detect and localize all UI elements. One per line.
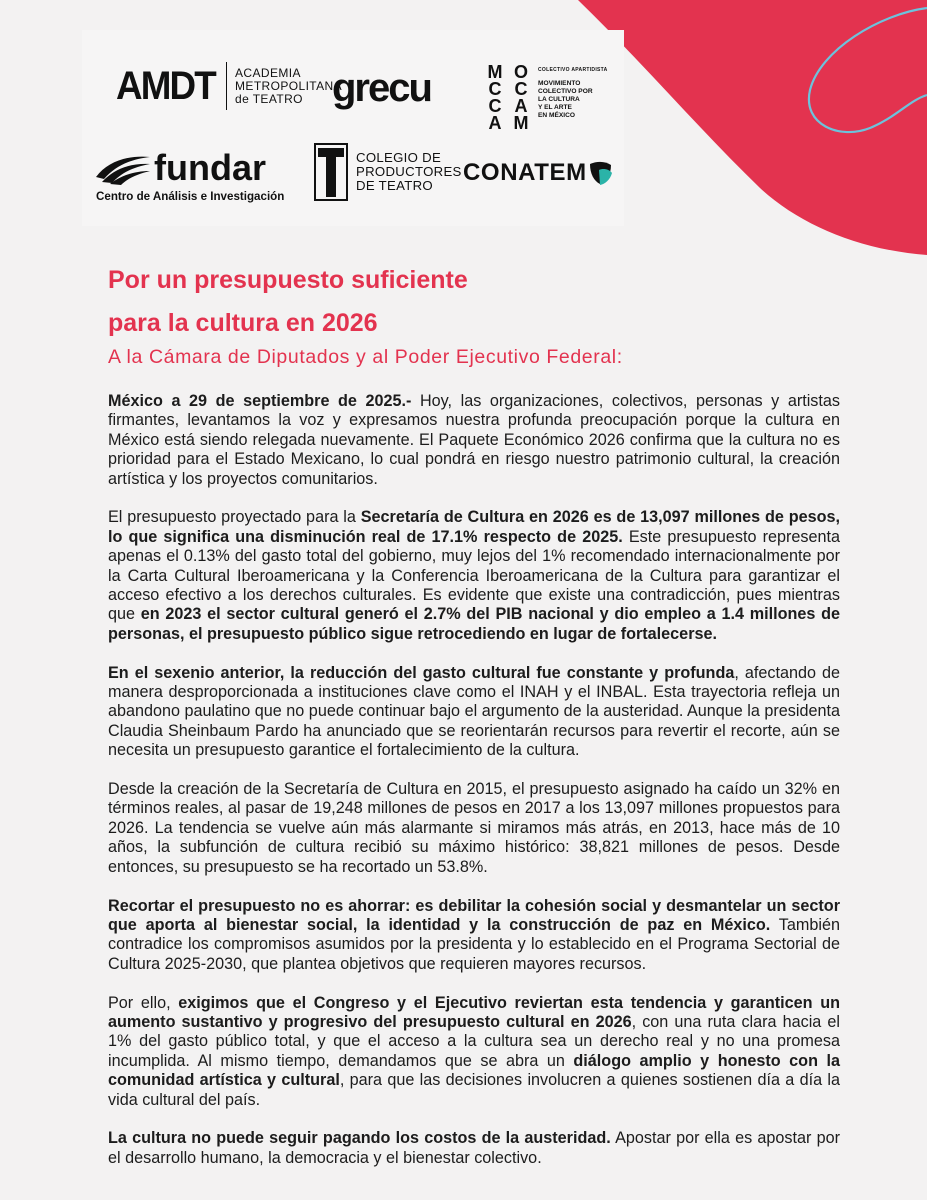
bold-text: México a 29 de septiembre de 2025.-	[108, 392, 412, 410]
body-text: Este presupuesto representa apenas el 0.13% del gasto total del gobierno, muy lejos del 1% recomendado internacionalmente por la Carta Cultural Iberoamericana y la Conferencia Iberoamericana de la Cultura para garantizar el acceso efectivo a los derechos culturales. Es evidente que existe una contradicción, pues mientras que	[108, 527, 840, 624]
letter-body	[108, 392, 840, 1188]
body-text: , para que las decisiones involucren a quienes sostienen día a día la vida cultural del país.	[108, 1071, 840, 1109]
moccam-letter: M	[487, 62, 503, 82]
body-text: Desde la creación de la Secretaría de Cultura en 2015, el presupuesto asignado ha caído un 32% en términos reales, al pasar de 19,248 millones de pesos en 2017 a los 13,097 millones propuestos para 2026. La tendencia se vuelve aún más alarmante si miramos más atrás, en 2013, hace más de 10 años, la subfunción de cultura recibió su máximo histórico: 38,821 millones de pesos. Desde entonces, su presupuesto se ha recortado un 53.8%.	[108, 780, 840, 876]
page-title	[108, 259, 708, 345]
colegio-name: COLEGIO DE PRODUCTORES DE TEATRO	[356, 150, 462, 193]
body-text: También contradice los compromisos asumidos por la presidenta y lo establecido en el Programa Sectorial de Cultura 2025-2030, que plantea objetivos que requieren mayores recursos.	[108, 915, 840, 973]
body-text: , afectando de manera desproporcionada a instituciones clave como el INAH y el INBAL. Esta trayectoria refleja un abandono paulatino que no puede continuar bajo el argumento de la austeridad. Aunque la presidenta Claudia Sheinbaum Pardo ha anunciado que se reorientarán recursos para revertir el recorte, aún se necesita un presupuesto garantice el fortalecimiento de la cultura.	[108, 663, 840, 760]
bold-text: La cultura no puede seguir pagando los costos de la austeridad.	[108, 1129, 611, 1148]
moccam-letter: M	[513, 113, 529, 133]
body-paragraph	[108, 392, 840, 489]
moccam-letter: O	[513, 62, 528, 82]
moccam-tagline: COLECTIVO APARTIDISTA	[538, 67, 608, 73]
colegio-t-icon	[314, 143, 348, 201]
conatem-wordmark: CONATEM	[463, 159, 587, 186]
body-paragraph	[108, 780, 840, 877]
body-paragraph	[108, 1129, 840, 1168]
logo-conatem	[463, 159, 613, 187]
moccam-letter: C	[488, 79, 502, 99]
logo-grecu: grecu	[332, 66, 431, 110]
moccam-letter: A	[514, 96, 528, 116]
body-text: Apostar por ella es apostar por el desarrollo humano, la democracia y el bienestar colectivo.	[108, 1129, 840, 1167]
body-paragraph	[108, 994, 840, 1110]
amdt-divider	[226, 62, 228, 110]
bold-text: En el sexenio anterior, la reducción del gasto cultural fue constante y profunda	[108, 663, 735, 682]
title-line-1: Por un presupuesto suficiente	[108, 266, 468, 294]
fundar-swoosh-icon	[94, 151, 152, 185]
bold-text: exigimos que el Congreso y el Ejecutivo reviertan esta tendencia y garanticen un aumento sustantivo y progresivo del presupuesto cultural en 2026	[108, 993, 840, 1031]
logo-fundar	[94, 147, 285, 203]
bold-text: Secretaría de Cultura en 2026 es de 13,097 millones de pesos, lo que significa una disminución real de 17.1% respecto de 2025.	[108, 508, 840, 546]
logo-moccam	[482, 64, 608, 132]
moccam-letter: C	[488, 96, 502, 116]
amdt-mark: AMDT	[116, 64, 215, 108]
body-text: El presupuesto proyectado para la	[108, 508, 361, 527]
amdt-name: ACADEMIA METROPOLITANA de TEATRO	[235, 65, 343, 106]
body-text: Hoy, las organizaciones, colectivos, personas y artistas firmantes, levantamos la voz y expresamos nuestra profunda preocupación porque la cultura en México está siendo relegada nuevamente. El Paquete Económico 2026 confirma que la cultura no es prioridad para el Estado Mexicano, lo cual pondrá en riesgo nuestro patrimonio cultural, la creación artística y los proyectos comunitarios.	[108, 392, 840, 488]
moccam-letter-grid	[482, 64, 534, 132]
body-text: , con una ruta clara hacia el 1% del gasto público total, y que el acceso a la cultura sea un derecho real y no una promesa incumplida. Al mismo tiempo, demandamos que se abra un	[108, 1012, 840, 1070]
bold-text: Recortar el presupuesto no es ahorrar: es debilitar la cohesión social y desmantelar un sector que aporta al bienestar social, la identidad y la construcción de paz en México.	[108, 896, 840, 934]
conatem-mask-icon	[587, 160, 613, 186]
corner-red-shape	[578, 0, 927, 255]
logo-colegio	[314, 143, 462, 201]
bold-text: diálogo amplio y honesto con la comunidad artística y cultural	[108, 1051, 840, 1090]
fundar-subtitle: Centro de Análisis e Investigación	[96, 190, 285, 203]
moccam-letter: A	[488, 113, 502, 133]
logo-amdt	[116, 62, 342, 110]
moccam-name: MOVIMIENTO COLECTIVO POR LA CULTURA Y EL ARTE EN MÉXICO	[538, 80, 593, 119]
body-text: Por ello,	[108, 993, 179, 1012]
body-paragraph	[108, 508, 840, 644]
moccam-letter: C	[514, 79, 528, 99]
page-subtitle: A la Cámara de Diputados y al Poder Ejecutivo Federal:	[108, 346, 623, 368]
bold-text: en 2023 el sector cultural generó el 2.7% del PIB nacional y dio empleo a 1.4 millones de personas, el presupuesto público sigue retrocediendo en lugar de fortalecerse.	[108, 605, 841, 643]
body-paragraph	[108, 897, 840, 975]
body-paragraph	[108, 664, 840, 761]
title-line-2: para la cultura en 2026	[108, 309, 378, 337]
fundar-wordmark: fundar	[154, 147, 266, 188]
